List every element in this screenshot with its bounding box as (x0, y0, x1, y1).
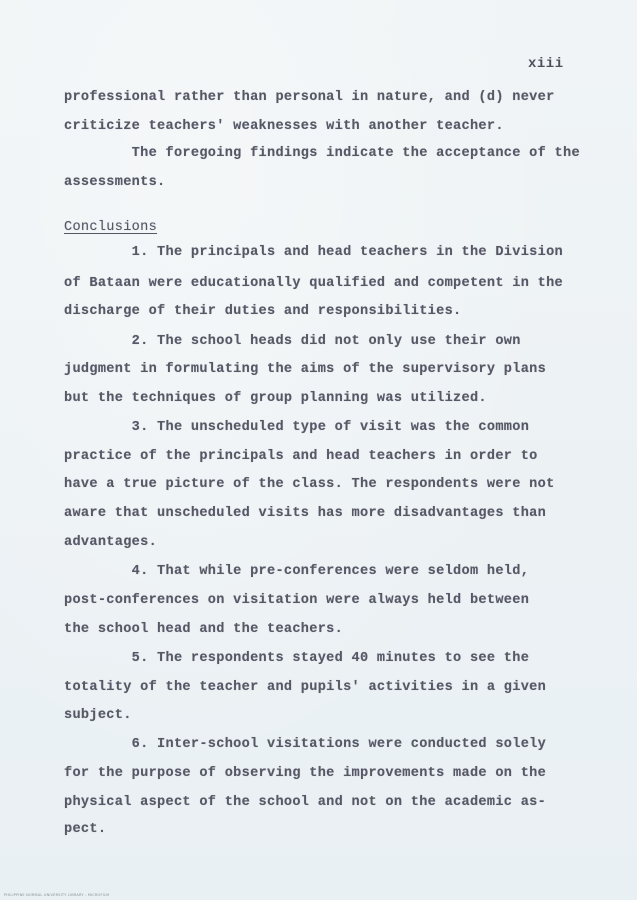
text-line: practice of the principals and head teachers in order to (64, 449, 538, 464)
text-line: totality of the teacher and pupils' activities in a given (64, 680, 547, 695)
text-line: have a true picture of the class. The respondents were not (64, 477, 555, 492)
text-line: professional rather than personal in nature, and (d) never (64, 90, 555, 105)
text-line: 2. The school heads did not only use their own (64, 334, 521, 349)
text-line: The foregoing findings indicate the acceptance of the (64, 146, 580, 161)
text-line: the school head and the teachers. (64, 622, 344, 637)
page-number: xiii (528, 56, 564, 72)
text-line: criticize teachers' weaknesses with another teacher. (64, 119, 504, 134)
text-line: post-conferences on visitation were always held between (64, 593, 530, 608)
text-line: 4. That while pre-conferences were seldom held, (64, 564, 530, 579)
text-line: pect. (64, 822, 107, 837)
text-line: for the purpose of observing the improvements made on the (64, 766, 547, 781)
text-line: advantages. (64, 535, 158, 550)
text-line: subject. (64, 708, 132, 723)
text-line: but the techniques of group planning was utilized. (64, 391, 487, 406)
text-line: judgment in formulating the aims of the supervisory plans (64, 362, 547, 377)
text-line: aware that unscheduled visits has more disadvantages than (64, 506, 547, 521)
text-line: 6. Inter-school visitations were conducted solely (64, 737, 547, 752)
text-line: assessments. (64, 175, 166, 190)
text-line: physical aspect of the school and not on the academic as- (64, 795, 547, 810)
text-line: 3. The unscheduled type of visit was the common (64, 420, 530, 435)
text-line: of Bataan were educationally qualified and competent in the (64, 276, 563, 291)
text-line: discharge of their duties and responsibilities. (64, 304, 462, 319)
text-line: 1. The principals and head teachers in the Division (64, 245, 563, 260)
microfilm-footer: PHILIPPINE NORMAL UNIVERSITY LIBRARY - MICROFILM (4, 893, 110, 897)
text-line: 5. The respondents stayed 40 minutes to see the (64, 651, 530, 666)
section-heading: Conclusions (64, 220, 158, 235)
